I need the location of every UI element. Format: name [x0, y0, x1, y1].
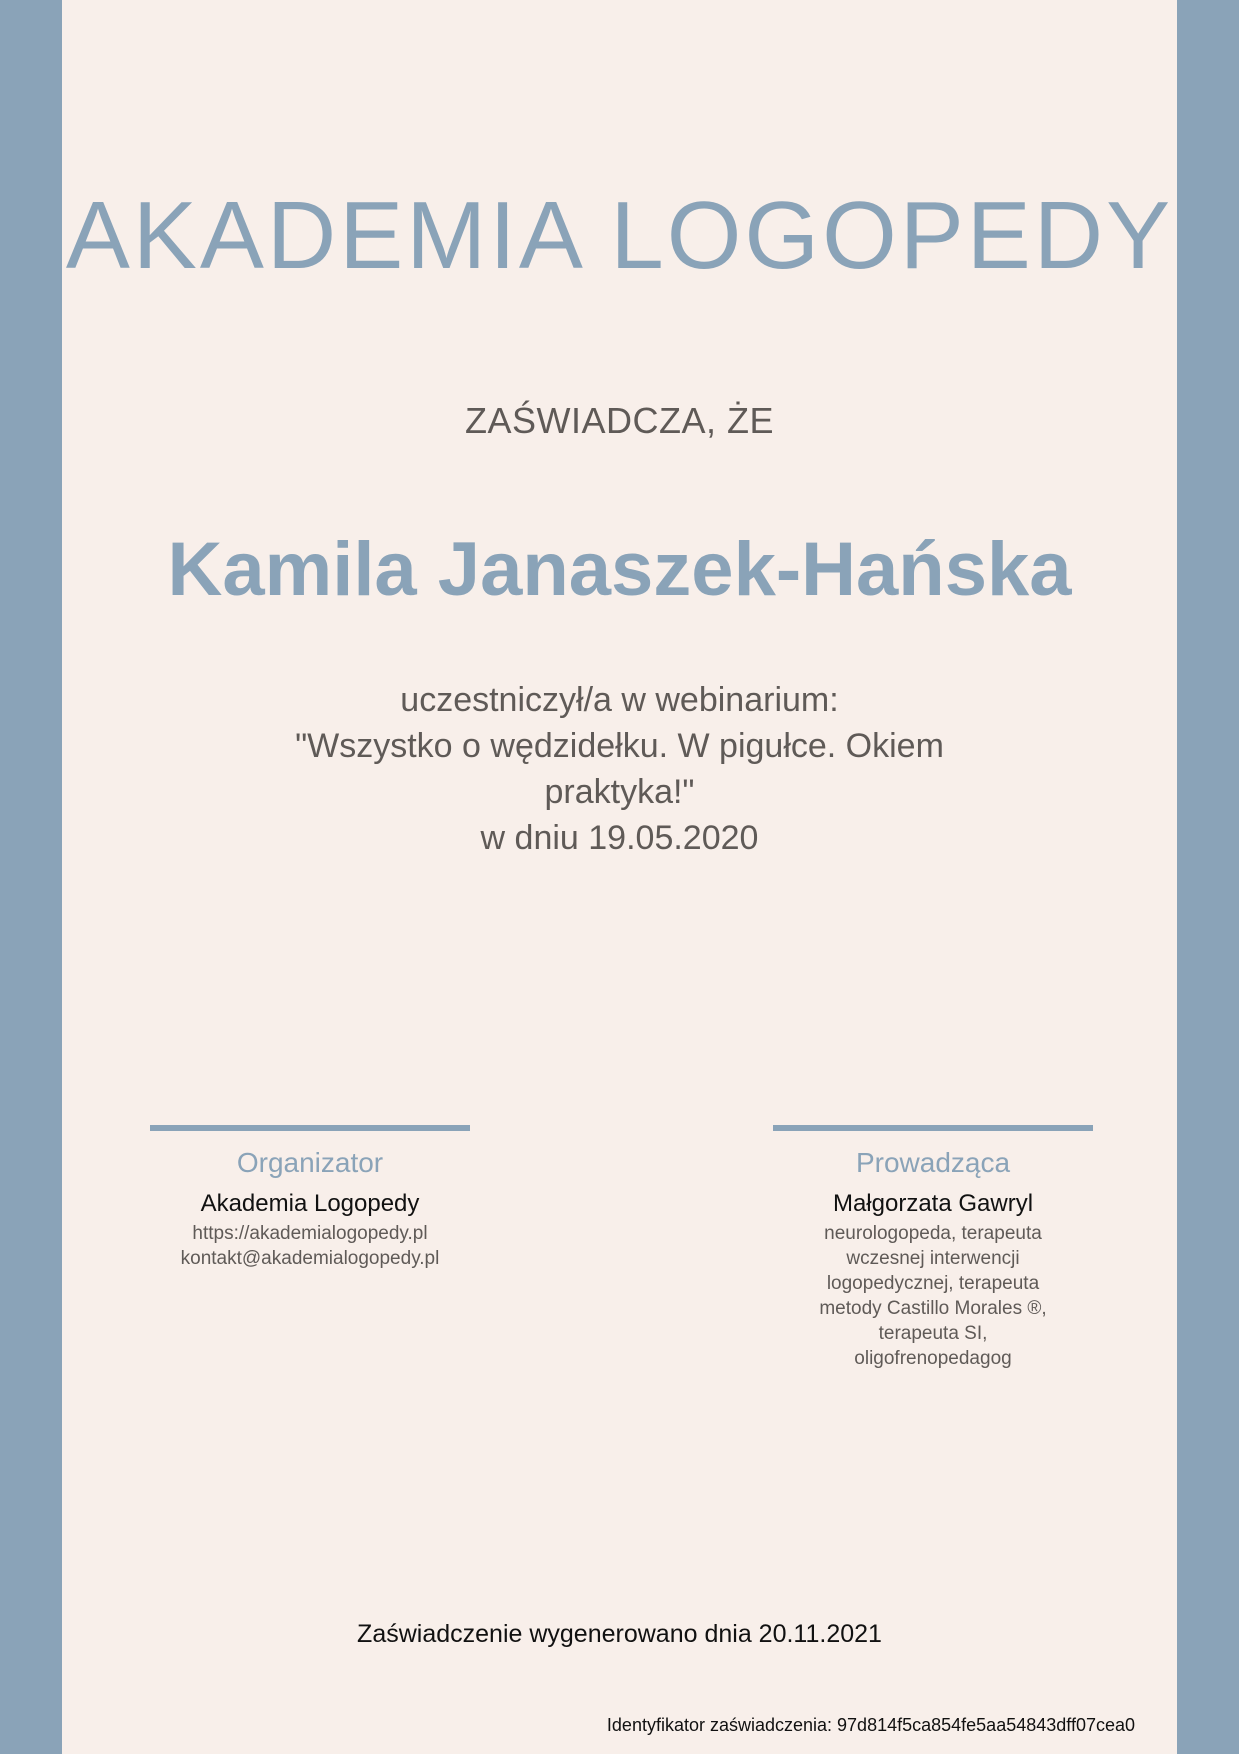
recipient-name: Kamila Janaszek-Hańska — [167, 527, 1072, 612]
certifies-heading: ZAŚWIADCZA, ŻE — [464, 400, 774, 441]
presenter-signature-block — [773, 1125, 1093, 1371]
event-intro: uczestniczył/a w webinarium: — [400, 681, 839, 719]
event-title-line-1: "Wszystko o wędzidełku. W pigułce. Okiem — [295, 727, 944, 765]
organization-title: AKADEMIA LOGOPEDY — [65, 182, 1174, 289]
organizer-name: Akademia Logopedy — [200, 1190, 420, 1217]
presenter-name: Małgorzata Gawryl — [832, 1190, 1034, 1217]
organizer-website: https://akademialogopedy.pl — [192, 1223, 428, 1244]
organizer-role: Organizator — [236, 1147, 384, 1178]
event-date: w dniu 19.05.2020 — [480, 819, 759, 857]
presenter-signature-line — [773, 1125, 1093, 1131]
certificate-page — [62, 0, 1177, 1754]
organizer-email: kontakt@akademialogopedy.pl — [180, 1248, 440, 1269]
generation-date: Zaświadczenie wygenerowano dnia 20.11.2021 — [357, 1620, 882, 1648]
event-details — [289, 677, 950, 861]
presenter-description: neurologopeda, terapeuta wczesnej interwencji logopedycznej, terapeuta metody Castillo Morales ®, terapeuta SI, oligofrenopedagog — [819, 1223, 1047, 1369]
organizer-signature-block — [150, 1125, 470, 1271]
certificate-identifier: Identyfikator zaświadczenia: 97d814f5ca854fe5aa54843dff07cea0 — [606, 1715, 1135, 1735]
presenter-role: Prowadząca — [855, 1147, 1011, 1178]
organizer-signature-line — [150, 1125, 470, 1131]
event-title-line-2: praktyka!" — [544, 773, 695, 811]
